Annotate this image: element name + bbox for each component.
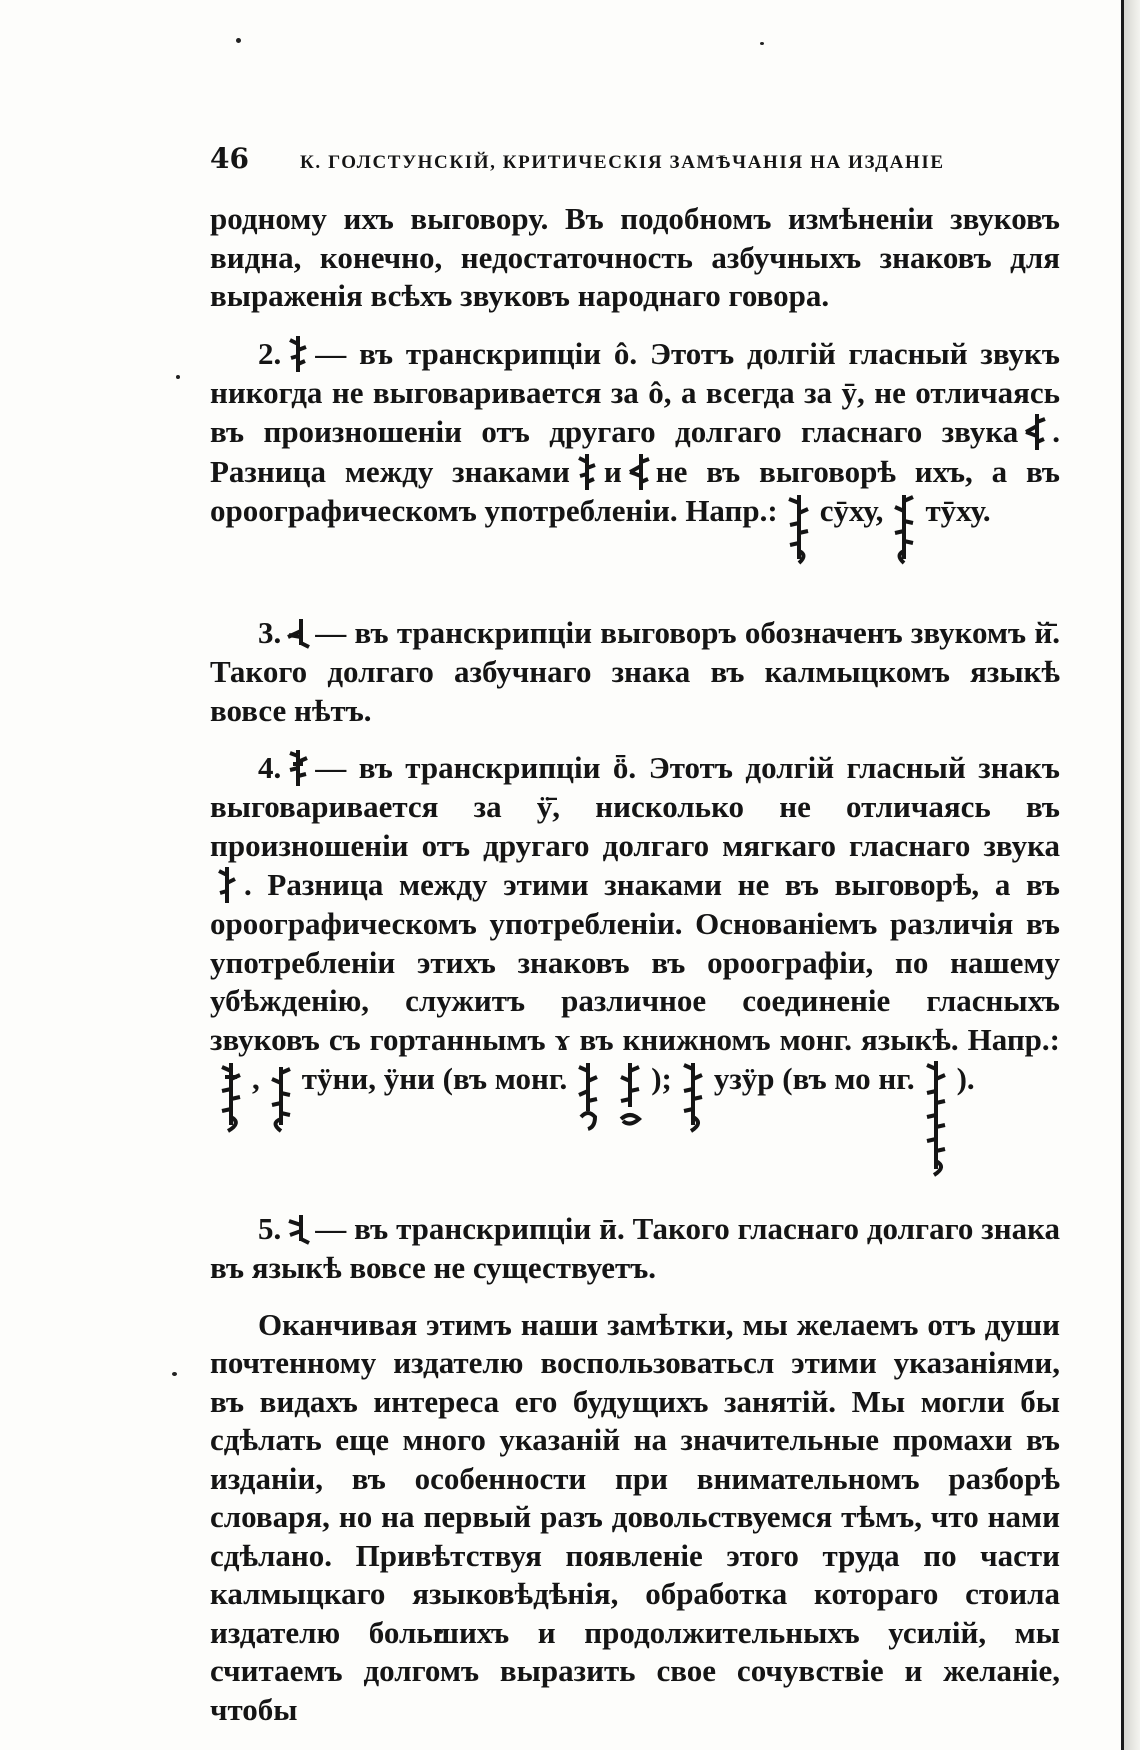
item-2-text-b: . Разница между знаками — [210, 414, 1060, 489]
mongol-word-icon — [921, 1059, 951, 1179]
page-number: 46 — [210, 142, 249, 175]
mongol-word-icon — [784, 493, 814, 565]
list-item-4 — [210, 748, 1060, 1179]
item-4-text-g: ); — [651, 1061, 672, 1096]
mongol-letter-icon — [285, 613, 311, 653]
mongol-word-icon — [573, 1061, 603, 1133]
mongol-letter-icon — [285, 1209, 311, 1249]
item-4-text-c: въ книжномъ монг. языкѣ. — [579, 1021, 959, 1057]
item-4-text-d: Напр.: — [967, 1021, 1060, 1057]
list-item-5 — [210, 1209, 1060, 1288]
running-title: К. ГОЛСТУНСКІЙ, КРИТИЧЕСКІЯ ЗАМѢЧАНІЯ НА ИЗДАНІЕ — [300, 152, 945, 173]
item-5-text: — въ транскрипціи ӣ. Такого гласнаго долгаго знака въ языкѣ вовсе не существуетъ. — [210, 1211, 1060, 1285]
mongol-word-icon — [216, 1061, 246, 1133]
list-item-2 — [210, 334, 1060, 566]
item-3-text: — въ транскрипціи выговоръ обозначенъ звукомъ й̄. Такого долгаго азбучнаго знака въ калмыцкомъ языкѣ вовсе нѣтъ. — [210, 615, 1060, 728]
scan-speck — [760, 42, 764, 45]
list-item-3 — [210, 613, 1060, 730]
scan-speck — [236, 38, 241, 43]
item-2-text-a: — въ транскрипціи ô. Этотъ долгій гласный звукъ никогда не выговаривается за ô, а всегда за ӯ, не отличаясь въ произношеніи отъ другаго долгаго гласнаго звука — [210, 335, 1060, 449]
paragraph-closing: Оканчивая этимъ наши замѣтки, мы желаемъ отъ души почтенному издателю воспользоватьсл этими указаніями, въ видахъ интереса его будущихъ занятій. Мы могли бы сдѣлать еще много указаній на значительные промахи въ изданіи, въ особенности при внимательномъ разборѣ словаря, но на первый разъ довольствуемся тѣмъ, что нами сдѣлано. Привѣтствуя появленіе этого труда по части калмыцкаго языковѣдѣнія, обработка котораго стоила издателю большихъ и продолжительныхъ усилій, мы считаемъ долгомъ выразить свое сочувствіе и желаніе, чтобы — [210, 1306, 1060, 1727]
mongol-word-icon — [889, 493, 919, 565]
item-2-text-d: не въ выговорѣ ихъ, а въ ороографическомъ употребленіи. Напр.: — [210, 454, 1060, 528]
running-header — [210, 142, 980, 182]
item-4-text-e: , — [252, 1061, 260, 1096]
item-4-text-h: узӱр — [713, 1061, 775, 1096]
mongol-letter-icon — [214, 865, 240, 905]
item-4-text-i: (въ мо — [782, 1061, 871, 1096]
item-4-text-k: ). — [956, 1061, 975, 1096]
item-2-text-f: тӯху. — [925, 493, 991, 528]
mongol-word-icon — [615, 1061, 645, 1133]
item-number: 2. — [258, 335, 282, 371]
item-4-text-a: — въ транскрипціи ȫ. Этотъ долгій гласный знакъ выговаривается за ӱ̄, нисколько не отличаясь въ произношеніи отъ другаго долгаго мягкаго гласнаго звука — [210, 750, 1060, 863]
item-number: 3. — [258, 615, 282, 650]
mongol-word-icon — [678, 1061, 708, 1133]
mongol-letter-icon — [285, 748, 311, 788]
scan-speck — [172, 1372, 177, 1376]
item-2-text-e: сӯху, — [819, 493, 884, 528]
item-4-text-b: . Разница между этими знаками не въ выговорѣ, а въ ороографическомъ употребленіи. Основаніемъ различія въ употребленіи этихъ знаковъ въ ороографіи, по нашему убѣжденію, служитъ различное соединеніе гласныхъ звуковъ съ гортаннымъ — [210, 867, 1060, 1057]
scan-speck — [176, 375, 180, 379]
mongol-word-icon — [266, 1061, 296, 1133]
paragraph-opening: родному ихъ выговору. Въ подобномъ измѣненіи звуковъ видна, конечно, недостаточность азбучныхъ знаковъ для выраженія всѣхъ звуковъ народнаго говора. — [210, 201, 1060, 313]
item-number: 5. — [258, 1211, 282, 1246]
binding-shadow — [1124, 0, 1140, 1750]
mongol-letter-icon — [285, 334, 311, 374]
mongol-letter-icon — [574, 452, 600, 492]
guttural-letter: ɤ — [554, 1021, 571, 1057]
mongol-letter-icon — [626, 452, 652, 492]
item-4-text-f: тӱни, ӱни (въ монг. — [301, 1061, 568, 1096]
item-2-text-c: и — [603, 454, 622, 489]
item-4-text-j: нг. — [878, 1061, 915, 1096]
binding-edge — [1121, 0, 1124, 1750]
mongol-letter-icon — [1022, 412, 1048, 452]
body-text — [210, 200, 1060, 1729]
item-number: 4. — [258, 750, 282, 785]
